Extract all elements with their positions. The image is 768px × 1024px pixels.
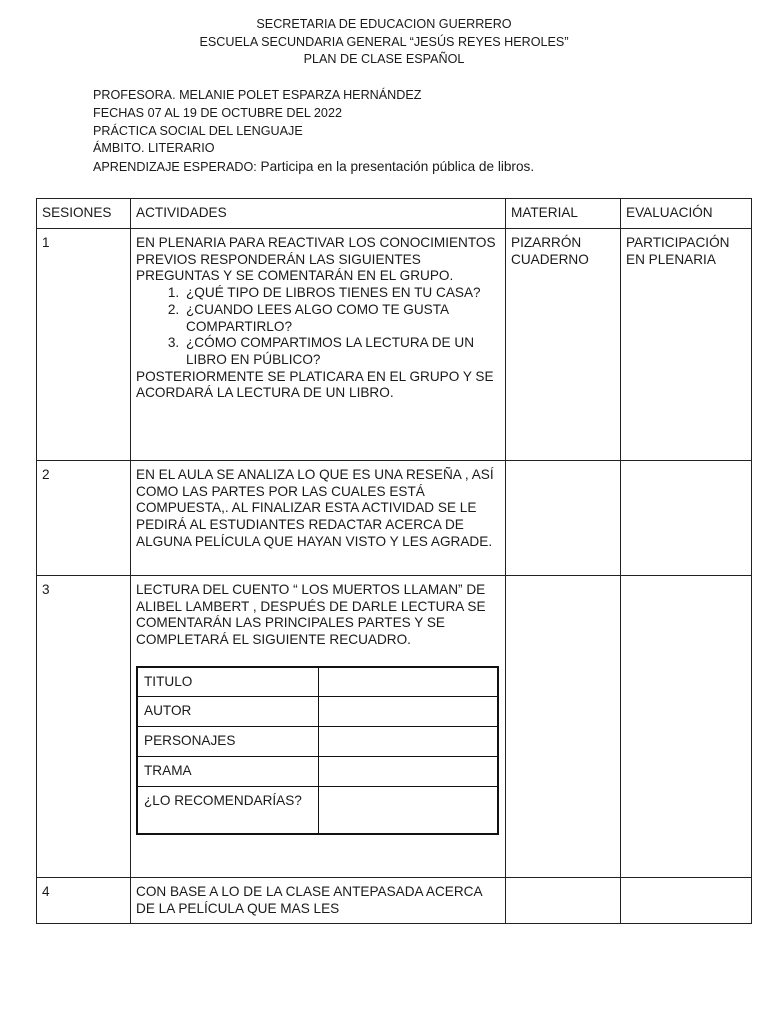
inner-label: AUTOR xyxy=(137,697,318,727)
table-row xyxy=(37,576,752,878)
expected-learning-line xyxy=(93,158,733,177)
header-evaluation: EVALUACIÓN xyxy=(621,199,752,229)
table-header-row xyxy=(37,199,752,229)
inner-blank-cell xyxy=(318,787,498,834)
document-header xyxy=(0,16,768,69)
inner-blank-cell xyxy=(318,757,498,787)
activity-outro: POSTERIORMENTE SE PLATICARA EN EL GRUPO Y SE ACORDARÁ LA LECTURA DE UN LIBRO. xyxy=(136,368,494,401)
question-list xyxy=(183,285,500,369)
session-number: 4 xyxy=(37,878,131,924)
inner-blank-cell xyxy=(318,727,498,757)
question-item: 2. ¿CUANDO LEES ALGO COMO TE GUSTA COMPARTIRLO? xyxy=(183,302,500,335)
session-number: 1 xyxy=(37,229,131,461)
question-item: 3. ¿CÓMO COMPARTIMOS LA LECTURA DE UN LIBRO EN PÚBLICO? xyxy=(183,335,500,368)
evaluation-cell: PARTICIPACIÓN EN PLENARIA xyxy=(621,229,752,461)
scope-line: ÁMBITO. LITERARIO xyxy=(93,141,215,156)
header-activities: ACTIVIDADES xyxy=(131,199,506,229)
table-row xyxy=(37,229,752,461)
story-analysis-table xyxy=(136,666,499,835)
expected-learning-label: APRENDIZAJE ESPERADO: xyxy=(93,160,257,175)
material-cell xyxy=(506,878,621,924)
material-cell xyxy=(506,229,621,461)
header-sessions: SESIONES xyxy=(37,199,131,229)
material-cell xyxy=(506,461,621,576)
evaluation-cell xyxy=(621,461,752,576)
question-item: 1. ¿QUÉ TIPO DE LIBROS TIENES EN TU CASA? xyxy=(183,285,500,302)
inner-label: PERSONAJES xyxy=(137,727,318,757)
inner-row xyxy=(137,667,498,697)
expected-learning-value: Participa en la presentación pública de libros. xyxy=(256,159,535,175)
activity-cell xyxy=(131,576,506,878)
header-material: MATERIAL xyxy=(506,199,621,229)
material-item: PIZARRÓN xyxy=(511,235,582,250)
activity-intro: EN PLENARIA PARA REACTIVAR LOS CONOCIMIENTOS PREVIOS RESPONDERÁN LAS SIGUIENTES PREGUNTAS Y SE COMENTARÁN EN EL GRUPO. xyxy=(136,235,496,284)
lesson-plan-table xyxy=(36,198,752,924)
table-row xyxy=(37,878,752,924)
header-line-1: SECRETARIA DE EDUCACION GUERRERO xyxy=(256,17,512,31)
header-line-2: ESCUELA SECUNDARIA GENERAL “JESÚS REYES HEROLES” xyxy=(199,34,569,49)
class-info xyxy=(93,87,733,177)
evaluation-cell xyxy=(621,878,752,924)
header-line-3: PLAN DE CLASE ESPAÑOL xyxy=(303,52,465,66)
inner-row xyxy=(137,787,498,834)
inner-label: TRAMA xyxy=(137,757,318,787)
inner-row xyxy=(137,727,498,757)
activity-cell: CON BASE A LO DE LA CLASE ANTEPASADA ACERCA DE LA PELÍCULA QUE MAS LES xyxy=(131,878,506,924)
teacher-line: PROFESORA. MELANIE POLET ESPARZA HERNÁNDEZ xyxy=(93,88,422,102)
activity-cell xyxy=(131,229,506,461)
inner-blank-cell xyxy=(318,667,498,697)
inner-blank-cell xyxy=(318,697,498,727)
material-cell xyxy=(506,576,621,878)
practice-line: PRÁCTICA SOCIAL DEL LENGUAJE xyxy=(93,123,303,138)
inner-label: TITULO xyxy=(137,667,318,697)
evaluation-cell xyxy=(621,576,752,878)
inner-row xyxy=(137,697,498,727)
material-item: CUADERNO xyxy=(511,251,589,267)
session-number: 2 xyxy=(37,461,131,576)
session-number: 3 xyxy=(37,576,131,878)
activity-cell: EN EL AULA SE ANALIZA LO QUE ES UNA RESEÑA , ASÍ COMO LAS PARTES POR LAS CUALES ESTÁ COMPUESTA,. AL FINALIZAR ESTA ACTIVIDAD SE LE PEDIRÁ AL ESTUDIANTES REDACTAR ACERCA DE ALGUNA PELÍCULA QUE HAYAN VISTO Y LES AGRADE. xyxy=(131,461,506,576)
table-row xyxy=(37,461,752,576)
activity-text: LECTURA DEL CUENTO “ LOS MUERTOS LLAMAN” DE ALIBEL LAMBERT , DESPUÉS DE DARLE LECTURA SE COMENTARÁN LAS PRINCIPALES PARTES Y SE COMPLETARÁ EL SIGUIENTE RECUADRO. xyxy=(136,582,486,648)
dates-line: FECHAS 07 AL 19 DE OCTUBRE DEL 2022 xyxy=(93,105,342,120)
inner-row xyxy=(137,757,498,787)
inner-label: ¿LO RECOMENDARÍAS? xyxy=(137,787,318,834)
